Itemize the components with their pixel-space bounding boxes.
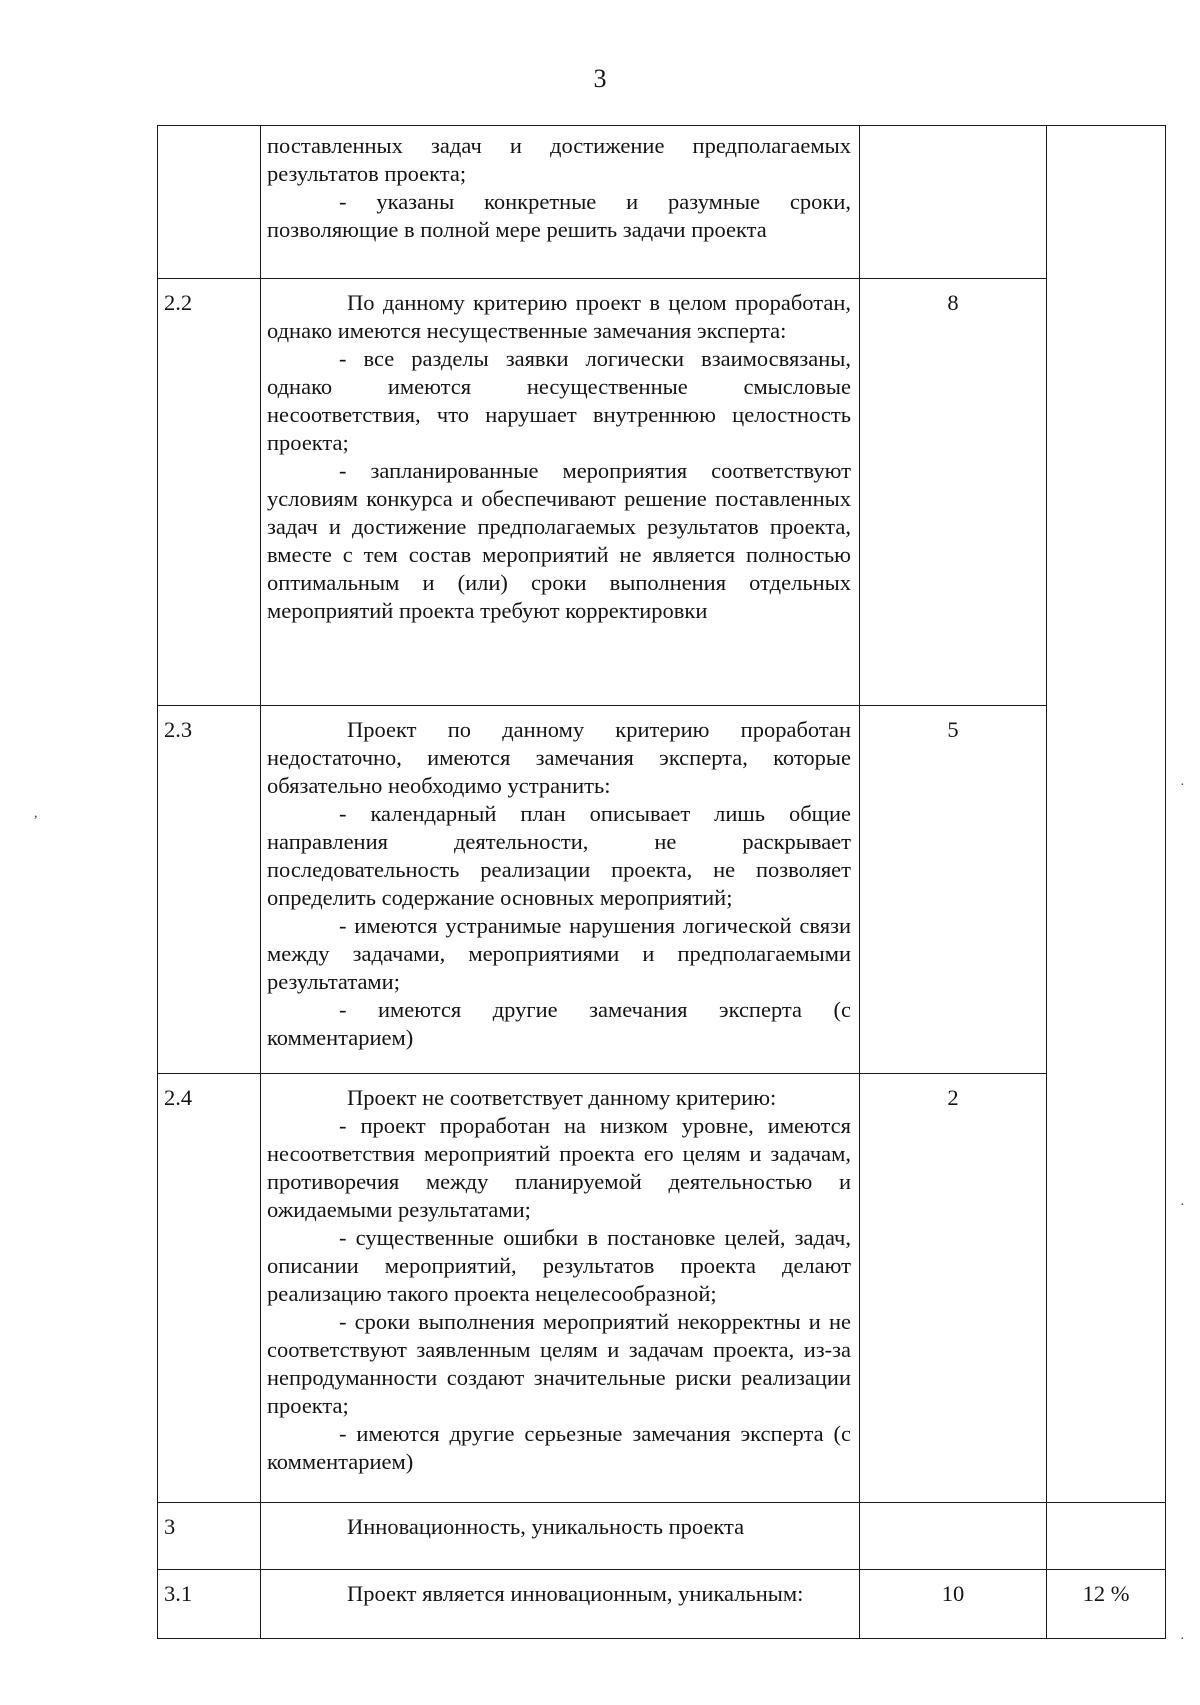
description-paragraph: Проект не соответствует данному критерию: (347, 1085, 777, 1110)
description-paragraph: По данному критерию проект в целом проработан, однако имеются несущественные замечания эксперта: (267, 290, 851, 343)
description-paragraph: Проект является инновационным, уникальным: (347, 1581, 804, 1606)
page-number: 3 (593, 64, 607, 93)
row-number: 2.2 (158, 279, 261, 706)
row-number: 3.1 (158, 1570, 261, 1639)
row-number (158, 126, 261, 279)
row-score: 5 (860, 706, 1047, 1074)
description-paragraph: - календарный план описывает лишь общие направления деятельности, не раскрывает последовательность реализации проекта, не позволяет определить содержание основных мероприятий; (267, 801, 851, 910)
table-row (158, 1074, 1166, 1503)
row-description (261, 1503, 860, 1570)
description-paragraph: поставленных задач и достижение предполагаемых результатов проекта; (267, 133, 851, 186)
row-score: 10 (860, 1570, 1047, 1639)
row-score: 8 (860, 279, 1047, 706)
table-row (158, 1570, 1166, 1639)
row-weight (1047, 1503, 1166, 1570)
description-paragraph: - сроки выполнения мероприятий некорректны и не соответствуют заявленным целям и задачам проекта, из-за непродуманности создают значительные риски реализации проекта; (267, 1309, 851, 1418)
row-weight: 12 % (1047, 1570, 1166, 1639)
row-description (261, 1570, 860, 1639)
description-paragraph: - проект проработан на низком уровне, имеются несоответствия мероприятий проекта его целям и задачам, противоречия между планируемой деятельностью и ожидаемыми результатами; (267, 1113, 851, 1222)
row-description (261, 126, 860, 279)
scan-speck: · (1180, 778, 1185, 793)
description-paragraph: - запланированные мероприятия соответствуют условиям конкурса и обеспечивают решение поставленных задач и достижение предполагаемых результатов проекта, вместе с тем состав мероприятий не является полностью оптимальным и (или) сроки выполнения отдельных мероприятий проекта требуют корректировки (267, 458, 851, 623)
row-weight (1047, 279, 1166, 706)
description-paragraph: - имеются другие серьезные замечания эксперта (с комментарием) (267, 1421, 851, 1474)
table-row (158, 706, 1166, 1074)
description-paragraph: - имеются другие замечания эксперта (с комментарием) (267, 997, 851, 1050)
scan-speck: , (34, 806, 38, 821)
description-paragraph: - указаны конкретные и разумные сроки, позволяющие в полной мере решить задачи проекта (267, 189, 851, 242)
description-paragraph: - существенные ошибки в постановке целей, задач, описании мероприятий, результатов проекта делают реализацию такого проекта нецелесообразной; (267, 1225, 851, 1306)
row-number: 3 (158, 1503, 261, 1570)
description-paragraph: - все разделы заявки логически взаимосвязаны, однако имеются несущественные смысловые несоответствия, что нарушает внутреннюю целостность проекта; (267, 346, 851, 455)
table-row (158, 279, 1166, 706)
row-number: 2.4 (158, 1074, 261, 1503)
row-weight (1047, 126, 1166, 279)
row-weight (1047, 1074, 1166, 1503)
row-description (261, 706, 860, 1074)
row-weight (1047, 706, 1166, 1074)
row-score (860, 1503, 1047, 1570)
scan-speck: · (1180, 1198, 1185, 1213)
table-row (158, 126, 1166, 279)
scan-speck: · (1180, 1632, 1185, 1647)
table-row (158, 1503, 1166, 1570)
description-paragraph: - имеются устранимые нарушения логической связи между задачами, мероприятиями и предполагаемыми результатами; (267, 913, 851, 994)
row-score (860, 126, 1047, 279)
row-description (261, 1074, 860, 1503)
row-description (261, 279, 860, 706)
row-number: 2.3 (158, 706, 261, 1074)
row-score: 2 (860, 1074, 1047, 1503)
section-heading: Инновационность, уникальность проекта (347, 1514, 745, 1539)
description-paragraph: Проект по данному критерию проработан недостаточно, имеются замечания эксперта, которые обязательно необходимо устранить: (267, 717, 851, 798)
criteria-table (157, 125, 1166, 1639)
